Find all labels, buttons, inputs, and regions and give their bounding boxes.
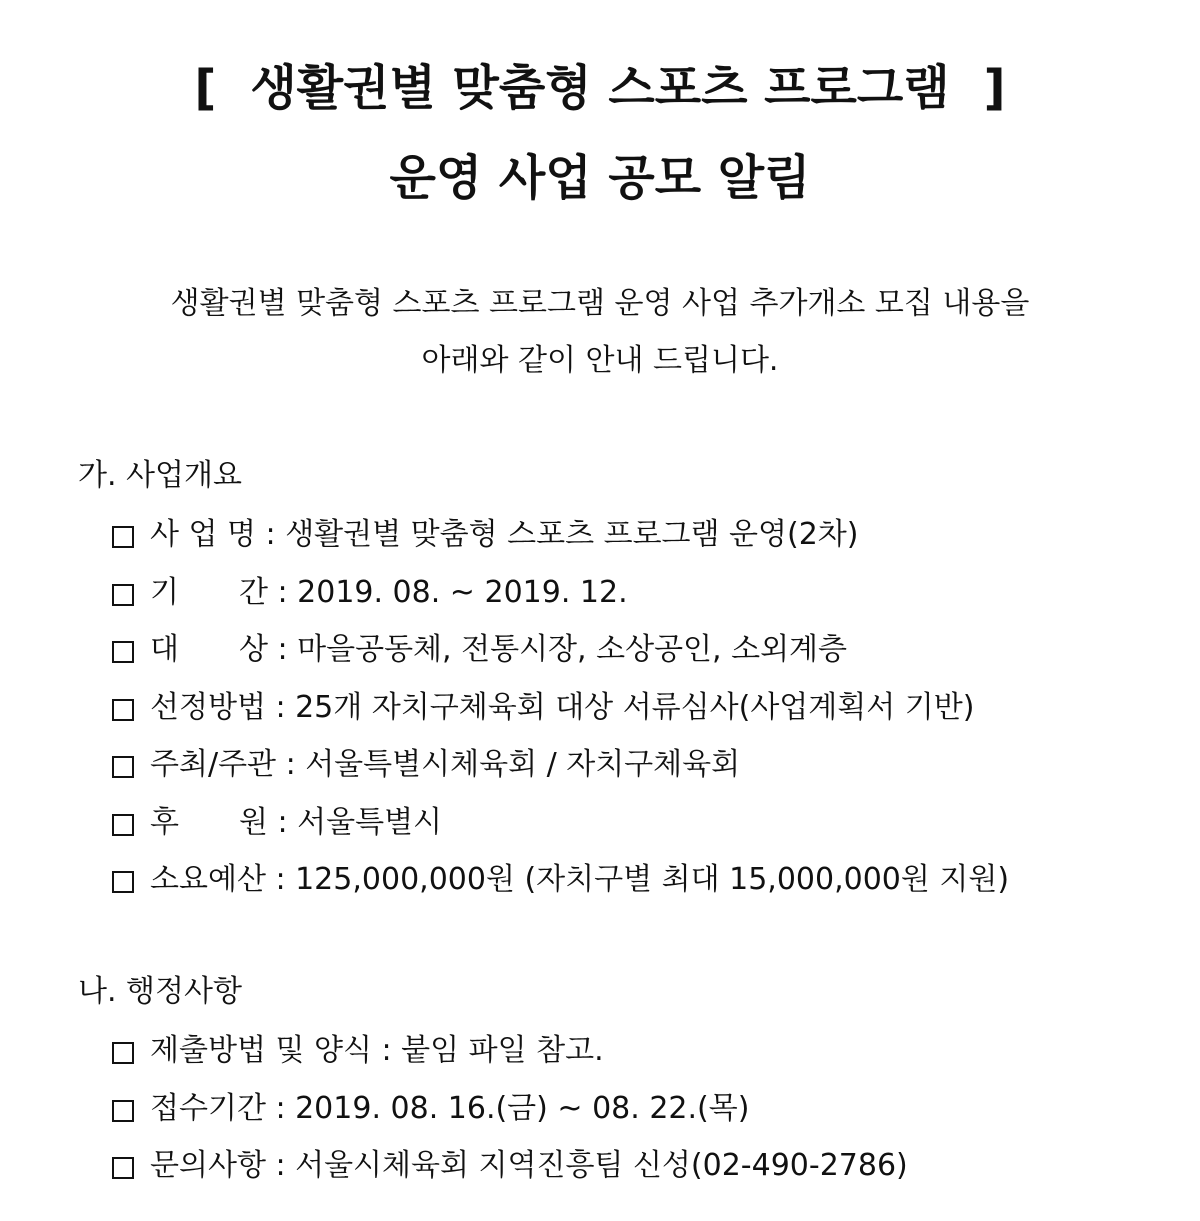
list-item [112,688,974,728]
title-bracket-open: [ [194,60,217,116]
checkbox-square-icon [112,699,134,721]
checkbox-square-icon [112,1042,134,1064]
list-item [112,515,859,555]
list-item [112,803,442,843]
checkbox-square-icon [112,756,134,778]
document-title-line-1 [0,58,1200,118]
intro-line-1: 생활권별 맞춤형 스포츠 프로그램 운영 사업 추가개소 모집 내용을 [170,286,1030,321]
checkbox-square-icon [112,584,134,606]
checkbox-square-icon [112,871,134,893]
list-item-text: 주최/주관 : 서울특별시체육회 / 자치구체육회 [150,747,741,782]
list-item [112,630,847,670]
list-item [112,860,1009,900]
title-bracket-close: ] [983,60,1006,116]
section-heading-overview: 가. 사업개요 [78,458,242,493]
section-heading-admin: 나. 행정사항 [78,974,242,1009]
checkbox-square-icon [112,526,134,548]
list-item-text: 접수기간 : 2019. 08. 16.(금) ~ 08. 22.(목) [150,1091,750,1126]
list-item-text: 후 원 : 서울특별시 [150,805,443,840]
list-item-text: 소요예산 : 125,000,000원 (자치구별 최대 15,000,000원 지원) [150,862,1010,897]
list-item-text: 제출방법 및 양식 : 붙임 파일 참고. [150,1033,604,1068]
intro-line-2: 아래와 같이 안내 드립니다. [421,343,779,378]
list-item-text: 대 상 : 마을공동체, 전통시장, 소상공인, 소외계층 [150,632,848,667]
list-item-text: 문의사항 : 서울시체육회 지역진흥팀 신성(02-490-2786) [150,1148,908,1183]
document-title-line-2: 운영 사업 공모 알림 [389,150,811,206]
list-item [112,573,628,613]
checkbox-square-icon [112,814,134,836]
list-item [112,745,740,785]
list-item-text: 선정방법 : 25개 자치구체육회 대상 서류심사(사업계획서 기반) [150,690,975,725]
list-item [112,1089,749,1129]
title-text: 생활권별 맞춤형 스포츠 프로그램 [250,60,950,116]
list-item [112,1031,604,1071]
checkbox-square-icon [112,641,134,663]
list-item-text: 사 업 명 : 생활권별 맞춤형 스포츠 프로그램 운영(2차) [150,517,859,552]
list-item-text: 기 간 : 2019. 08. ~ 2019. 12. [150,575,628,610]
checkbox-square-icon [112,1157,134,1179]
checkbox-square-icon [112,1100,134,1122]
list-item [112,1146,908,1186]
